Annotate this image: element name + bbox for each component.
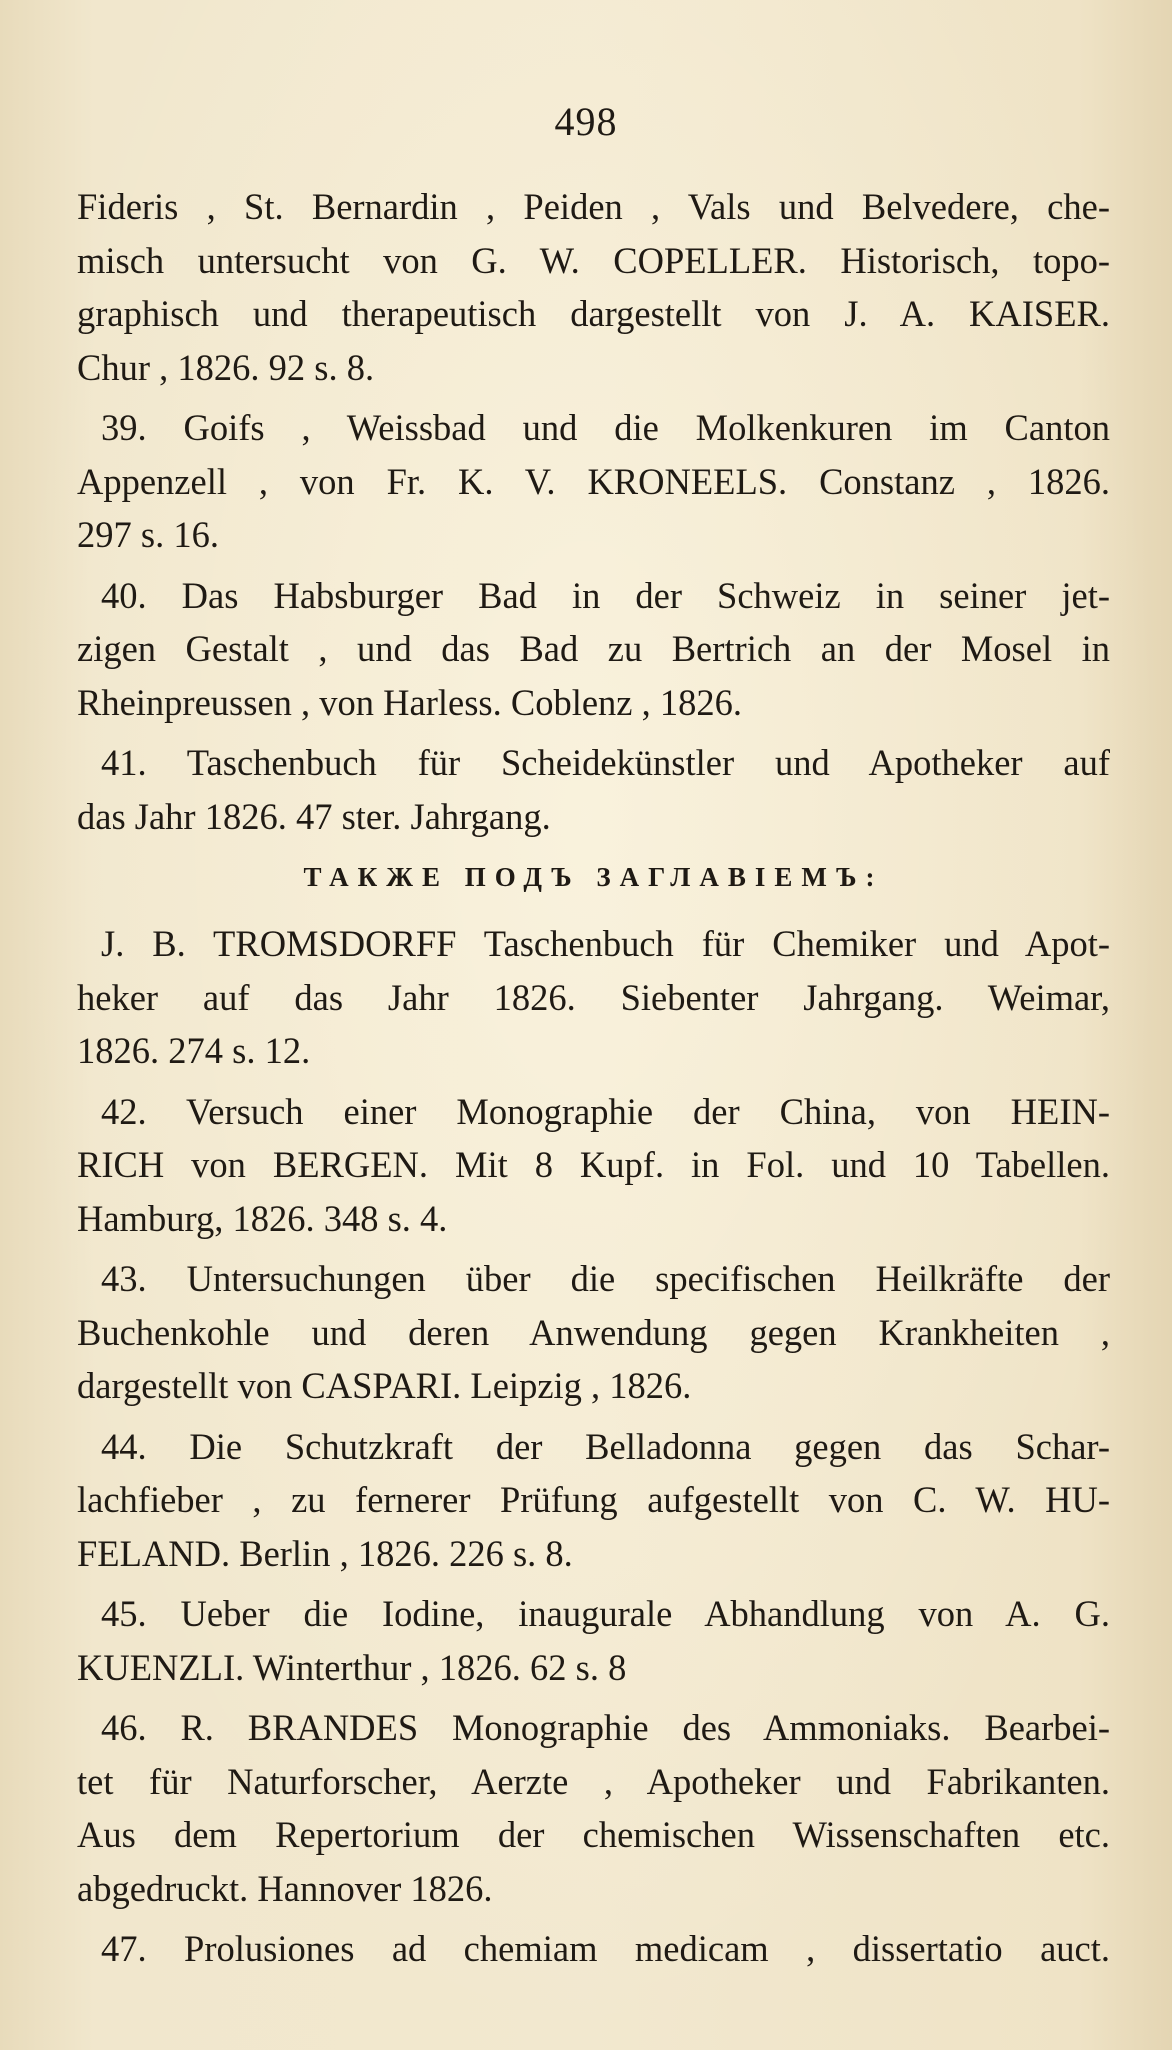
text-line: Buchenkohle und deren Anwendung gegen Krankheiten , [77, 1311, 1110, 1353]
text-line: 39. Goifs , Weissbad und die Molkenkuren im Canton [101, 407, 1110, 448]
text-line: KUENZLI. Winterthur , 1826. 62 s. 8 [77, 1646, 627, 1688]
entry-47 [77, 1922, 1110, 1976]
text-line: heker auf das Jahr 1826. Siebenter Jahrgang. Weimar, [77, 976, 1110, 1018]
text-line: lachfieber , zu fernerer Prüfung aufgestellt von C. W. HU- [77, 1479, 1110, 1520]
text-line: Hamburg, 1826. 348 s. 4. [77, 1197, 448, 1239]
text-line: misch untersucht von G. W. COPELLER. Historisch, topo- [77, 239, 1110, 281]
entry-41 [77, 736, 1110, 843]
text-line: 47. Prolusiones ad chemiam medicam , dissertatio auct. [101, 1928, 1110, 1969]
entry-46 [77, 1701, 1110, 1915]
entry-42 [77, 1085, 1110, 1246]
text-line: graphisch und therapeutisch dargestellt von J. A. KAISER. [77, 293, 1110, 334]
text-line: tet für Naturforscher, Aerzte , Apotheker und Fabrikanten. [77, 1760, 1110, 1802]
text-line: Fideris , St. Bernardin , Peiden , Vals und Belvedere, che- [77, 186, 1110, 227]
text-line: 46. R. BRANDES Monographie des Ammoniaks. Bearbei- [101, 1707, 1110, 1748]
text-line: J. B. TROMSDORFF Taschenbuch für Chemiker und Apot- [101, 923, 1110, 964]
entry-fideris [77, 180, 1110, 394]
text-line: 41. Taschenbuch für Scheidekünstler und Apotheker auf [101, 742, 1110, 783]
text-line: RICH von BERGEN. Mit 8 Kupf. in Fol. und 10 Tabellen. [77, 1144, 1110, 1185]
entry-40 [77, 569, 1110, 730]
text-line: zigen Gestalt , und das Bad zu Bertrich an der Mosel in [77, 628, 1110, 669]
text-line: 44. Die Schutzkraft der Belladonna gegen das Schar- [101, 1425, 1110, 1467]
text-line: dargestellt von CASPARI. Leipzig , 1826. [77, 1365, 692, 1406]
text-line: 40. Das Habsburger Bad in der Schweiz in seiner jet- [101, 574, 1110, 616]
text-line: 297 s. 16. [77, 514, 219, 555]
text-line: 42. Versuch einer Monographie der China, von HEIN- [101, 1090, 1110, 1132]
text-line: abgedruckt. Hannover 1826. [77, 1867, 493, 1909]
text-line: 1826. 274 s. 12. [77, 1030, 311, 1071]
text-line: Chur , 1826. 92 s. 8. [77, 346, 375, 388]
entry-45 [77, 1587, 1110, 1694]
text-line: Rheinpreussen , von Harless. Coblenz , 1826. [77, 681, 743, 723]
text-line: Appenzell , von Fr. K. V. KRONEELS. Constanz , 1826. [77, 460, 1110, 502]
entry-43 [77, 1252, 1110, 1413]
text-line: 45. Ueber die Iodine, inaugurale Abhandlung von A. G. [101, 1593, 1110, 1634]
entry-39 [77, 401, 1110, 562]
page-number: 498 [554, 99, 618, 144]
entry-tromsdorff [77, 917, 1110, 1078]
text-line: Aus dem Repertorium der chemischen Wissenschaften etc. [77, 1814, 1110, 1855]
text-line: 43. Untersuchungen über die specifischen Heilkräfte der [101, 1258, 1110, 1299]
text-line: das Jahr 1826. 47 ster. Jahrgang. [77, 795, 551, 837]
text-line: FELAND. Berlin , 1826. 226 s. 8. [77, 1532, 573, 1574]
entry-44 [77, 1420, 1110, 1581]
page-text [77, 180, 1110, 1983]
alternate-title-caption: ТАКЖЕ ПОДЪ ЗАГЛАВІЕМЪ: [303, 862, 884, 892]
